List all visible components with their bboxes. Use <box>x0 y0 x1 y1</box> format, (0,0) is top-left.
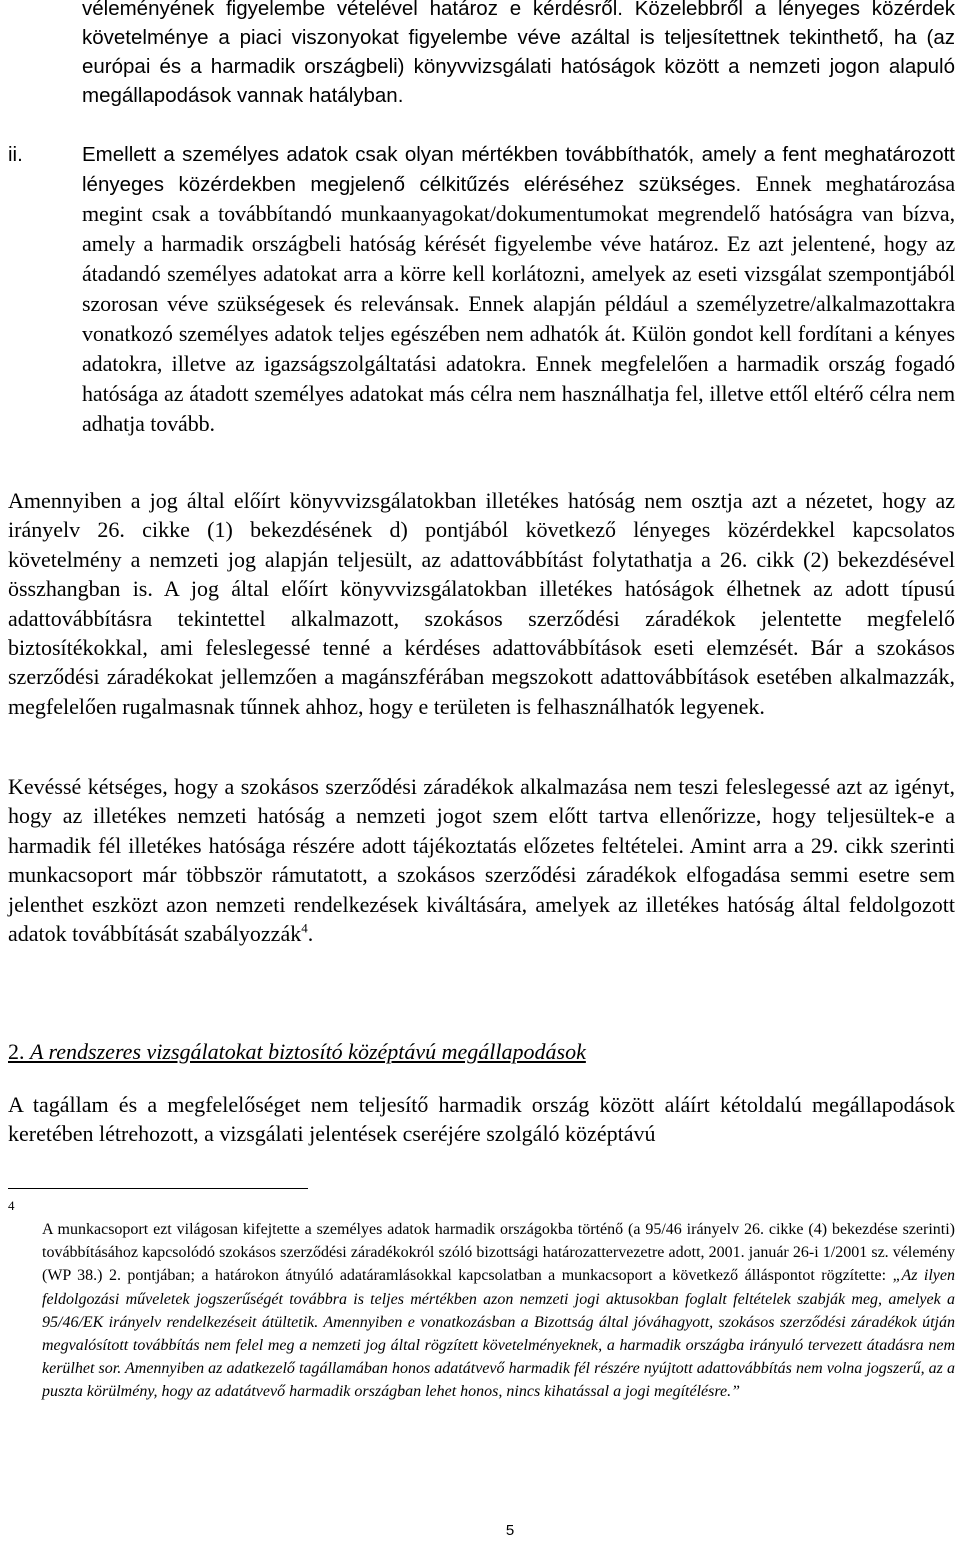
footnote-text <box>42 1218 955 1404</box>
paragraph-kevesse-end: . <box>307 921 314 947</box>
paragraph-section2: A tagállam és a megfelelőséget nem teljesítő harmadik ország között aláírt kétoldalú megállapodások keretében létrehozott, a vizsgálati jelentések cseréjére szolgáló középtávú <box>8 1092 955 1147</box>
footnote-regular-text: A munkacsoport ezt világosan kifejtette a személyes adatok harmadik országokba történő (a 95/46 irányelv 26. cikke (4) bekezdése szerinti) továbbításához kapcsolódó szokásos szerződési záradékokról szóló bizottsági határozattervezetre adott, 2001. január 26-i 1/2001 sz. vélemény (WP 38.) 2. pontjában; a határokon átnyúló adatáramlásokkal kapcsolatban a munkacsoport a következő álláspontot rögzítette: <box>42 1221 955 1285</box>
list-item-ii-serif-text: Ennek meghatározása megint csak a továbbítandó munkaanyagokat/dokumentumokat megrendelő hatóságra van bízva, amely a harmadik országbeli hatóság kérését figyelembe véve határoz. Ez azt jelentené, hogy az átadandó személyes adatokat arra a körre kell korlátozni, amelyek az eseti vizsgálat szempontjából szorosan véve szükségesek és relevánsak. Ennek alapján például a személyzetre/alkalmazottakra vonatkozó személyes adatok teljes egészében nem adhatók át. Külön gondot kell fordítani a kényes adatokra, illetve az igazságszolgáltatási adatokra. Ennek megfelelően a harmadik ország fogadó hatósága az átadott személyes adatokat más célra nem használhatja fel, illetve ettől eltérő célra nem adhatja tovább. <box>82 171 955 436</box>
list-marker-ii: ii. <box>8 143 23 166</box>
paragraph-kevesse-text: Kevéssé kétséges, hogy a szokásos szerződési záradékok alkalmazása nem teszi feleslegessé azt az igényt, hogy az illetékes nemzeti hatóság a nemzeti jogot szem előtt tartva ellenőrizze, hogy teljesültek-e a harmadik fél illetékes hatósága részére adott tájékoztatás előzetes feltételei. Amint arra a 29. cikk szerinti munkacsoport már többször rámutatott, a szokásos szerződési záradékok elfogadása semmi esetre sem jelenthet eszközt azon nemzeti rendelkezések kiváltására, amelyek az illetékes hatóság által feldolgozott adatok továbbítását szabályozzák <box>8 774 955 947</box>
list-item-ii-sans-text: Emellett a személyes adatok csak olyan mértékben továbbíthatók, amely a fent meghatározott lényeges közérdekben megjelenő célkitűzés eléréséhez szükséges. <box>82 143 955 196</box>
paragraph-amennyiben: Amennyiben a jog által előírt könyvvizsgálatokban illetékes hatóság nem osztja azt a nézetet, hogy az irányelv 26. cikke (1) bekezdésének d) pontjából következő lényeges közérdekkel kapcsolatos követelmény a nemzeti jog alapján teljesült, az adattovábbítást folytathatja a 26. cikk (2) bekezdésével összhangban is. A jog által előírt könyvvizsgálatokban illetékes hatóságok élhetnek az adott típusú adattovábbításra tekintettel alkalmazott, szokásos szerződési záradékok jelentette megfelelő biztosítékokkal, ami feleslegessé tenné a kérdéses adattovábbítások eseti elemzését. Bár a szokásos szerződési záradékokat jellemzően a magánszférában megszokott adattovábbítások esetében alkalmazzák, megfelelően rugalmasnak tűnnek ahhoz, hogy e területen is felhasználhatók legyenek. <box>8 488 955 719</box>
page-number: 5 <box>505 1522 515 1539</box>
list-item-ii <box>82 140 955 439</box>
paragraph-continuation: véleményének figyelembe vételével határoz e kérdésről. Közelebbről a lényeges közérdek követelménye a piaci viszonyokat figyelembe véve azáltal is teljesítettnek tekinthető, ha (az európai és a harmadik országbeli) könyvvizsgálati hatóságok között a nemzeti jogon alapuló megállapodások vannak hatályban. <box>82 0 955 107</box>
section-number: 2. <box>8 1039 25 1064</box>
section-title: A rendszeres vizsgálatokat biztosító középtávú megállapodások <box>30 1039 586 1064</box>
paragraph-kevesse <box>8 772 955 948</box>
footnote-number: 4 <box>8 1198 15 1213</box>
footnote-reference[interactable]: 4 <box>301 920 308 936</box>
footnote-separator <box>8 1188 308 1189</box>
section-heading <box>8 1037 586 1066</box>
footnote-italic-quote: „Az ilyen feldolgozási műveletek jogszerűségét továbbra is teljes mértékben azon nemzeti jogi aktusokban foglalt feltételek szabják meg, amelyek a 95/46/EK irányelv rendelkezéseit átültetik. Amennyiben e vonatkozásban a Bizottság által jóváhagyott, szokásos szerződési záradékok útján megvalósított továbbítás nem felel meg a nemzeti jog által rögzített követelményeknek, a harmadik országba irányuló tervezett átadásra nem kerülhet sor. Amennyiben az adatkezelő tagállamában honos adatátvevő harmadik fél részére nyújtott adattovábbítás nem volna jogszerű, az a puszta körülmény, hogy az adatátvevő harmadik országban lehet honos, nincs kihatással a jogi megítélésre.” <box>42 1267 956 1401</box>
